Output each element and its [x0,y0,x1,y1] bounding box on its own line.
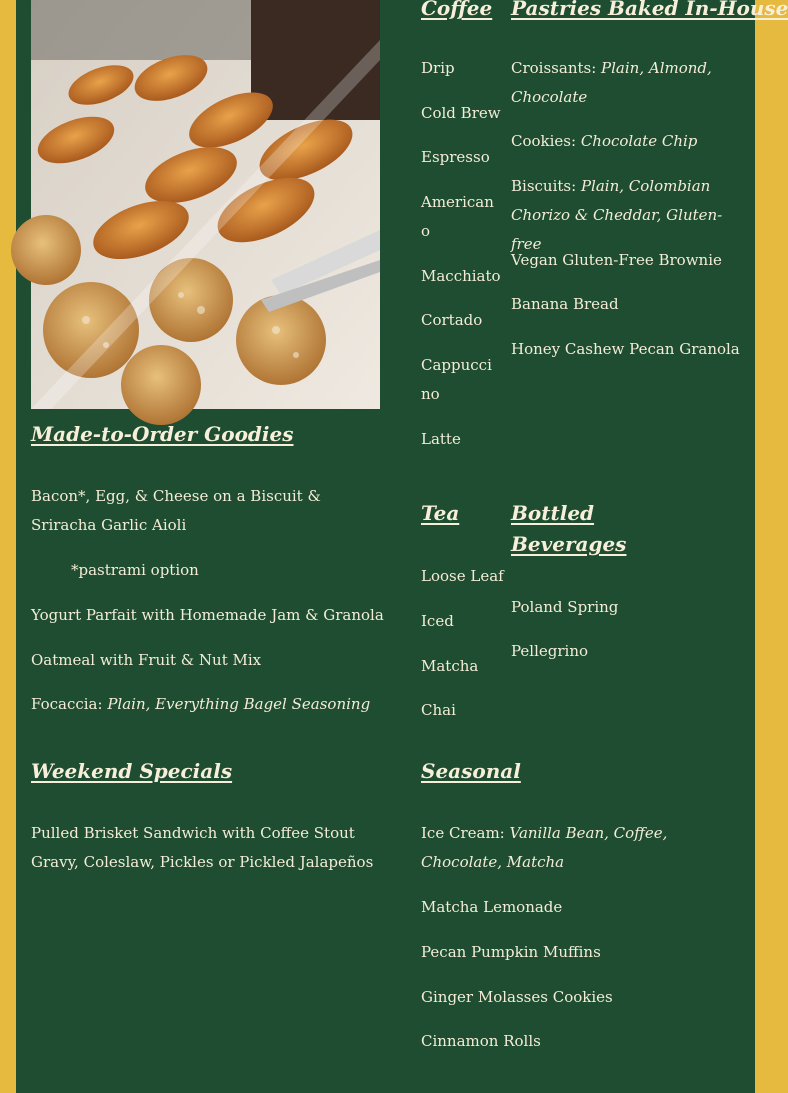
ice-cream-label: Ice Cream: [421,824,510,842]
pastry-case-photo [31,0,380,409]
made-to-order-item-oatmeal: Oatmeal with Fruit & Nut Mix [31,651,262,669]
ice-cream-options: Vanilla Bean, Coffee, Chocolate, Matcha [421,824,668,871]
pastries-item-brownie: Vegan Gluten-Free Brownie [511,251,722,269]
biscuits-label: Biscuits: [511,177,581,195]
cookies-label: Cookies: [511,132,581,150]
made-to-order-item-focaccia [31,690,370,719]
coffee-item-cappuccino: Cappuccino [421,356,492,403]
croissants-label: Croissants: [511,59,602,77]
tea-item-matcha: Matcha [421,657,479,675]
tea-heading[interactable]: Tea [421,501,460,525]
menu-panel [16,0,788,1093]
pastries-item-banana-bread: Banana Bread [511,295,619,313]
tea-item-iced: Iced [421,612,454,630]
coffee-item-drip: Drip [421,59,455,77]
pastries-item-granola: Honey Cashew Pecan Granola [511,340,740,358]
seasonal-item-cinnamon-rolls: Cinnamon Rolls [421,1032,541,1050]
seasonal-ice-cream [421,819,721,877]
seasonal-item-pumpkin-muffins: Pecan Pumpkin Muffins [421,943,601,961]
bottled-heading[interactable]: Bottled Beverages [511,501,627,556]
made-to-order-item-bacon: Bacon*, Egg, & Cheese on a Biscuit & Sriracha Garlic Aioli [31,487,321,534]
made-to-order-note-pastrami: *pastrami option [71,561,199,579]
seasonal-item-molasses-cookies: Ginger Molasses Cookies [421,988,613,1006]
coffee-item-americano: Americano [421,193,494,240]
seasonal-heading[interactable]: Seasonal [421,759,521,783]
made-to-order-heading[interactable]: Made-to-Order Goodies [31,422,294,446]
focaccia-label: Focaccia: [31,695,108,713]
weekend-heading[interactable]: Weekend Specials [31,759,233,783]
made-to-order-item-parfait: Yogurt Parfait with Homemade Jam & Granola [31,606,384,624]
pastries-croissants [511,54,726,112]
tea-item-chai: Chai [421,701,456,719]
weekend-item-brisket: Pulled Brisket Sandwich with Coffee Stout Gravy, Coleslaw, Pickles or Pickled Jalapeños [31,824,374,871]
tea-item-loose-leaf: Loose Leaf [421,567,504,585]
pastry-photo-illustration [31,0,380,409]
bottled-item-poland-spring: Poland Spring [511,598,619,616]
coffee-item-cold-brew: Cold Brew [421,104,501,122]
coffee-item-latte: Latte [421,430,461,448]
coffee-item-espresso: Espresso [421,148,490,166]
focaccia-options: Plain, Everything Bagel Seasoning [107,695,371,713]
coffee-item-macchiato: Macchiato [421,267,501,285]
coffee-heading[interactable]: Coffee [421,0,493,20]
pastries-heading[interactable]: Pastries Baked In-House [511,0,788,20]
biscuits-options: Plain, Colombian Chorizo & Cheddar, Gluten-free [511,177,723,253]
bottled-item-pellegrino: Pellegrino [511,642,589,660]
pastries-cookies [511,127,697,156]
cookies-options: Chocolate Chip [580,132,698,150]
croissants-options: Plain, Almond, Chocolate [511,59,712,106]
coffee-item-cortado: Cortado [421,311,483,329]
seasonal-item-matcha-lemonade: Matcha Lemonade [421,898,563,916]
